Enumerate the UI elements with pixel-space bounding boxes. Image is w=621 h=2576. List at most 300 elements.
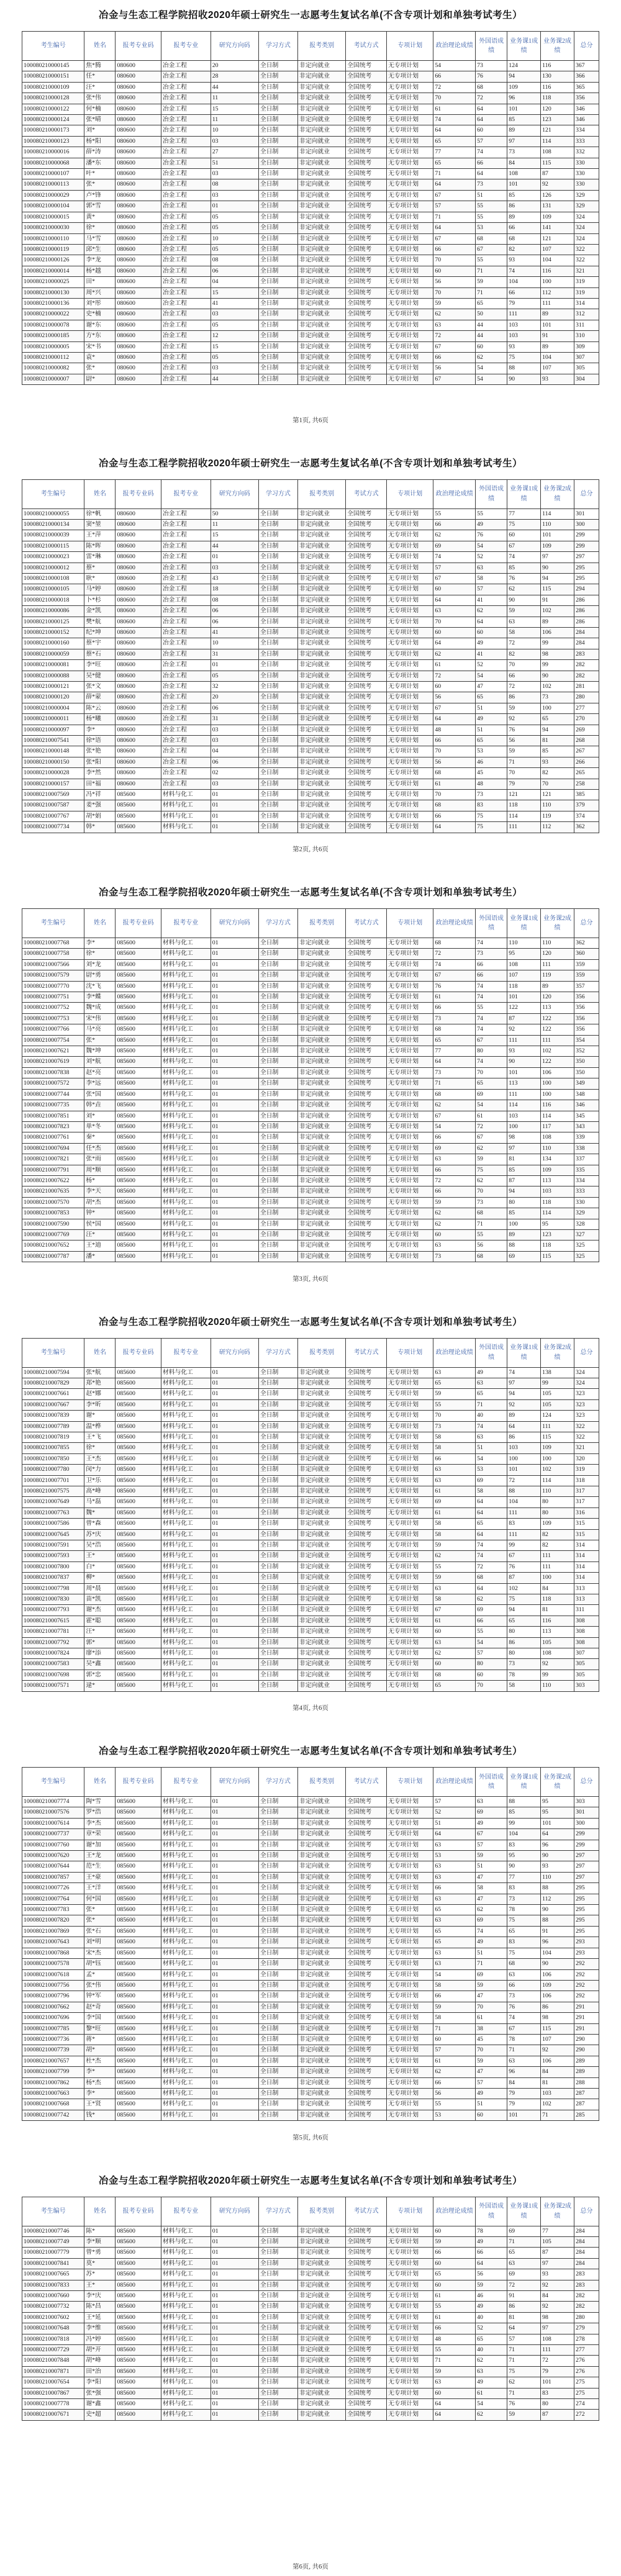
cell-course1-score: 75 bbox=[507, 519, 541, 530]
header-row bbox=[22, 479, 599, 508]
cell-politics-score: 73 bbox=[433, 1421, 476, 1432]
cell-course2-score: 96 bbox=[541, 1840, 574, 1850]
cell-politics-score: 60 bbox=[433, 682, 476, 692]
cell-foreign-language-score: 74 bbox=[476, 1551, 507, 1561]
cell-foreign-language-score: 69 bbox=[476, 1807, 507, 1818]
cell-special-plan: 无专项计划 bbox=[387, 1573, 433, 1583]
candidates-table bbox=[22, 1338, 599, 1692]
cell-politics-score: 73 bbox=[433, 1067, 476, 1078]
cell-total-score: 285 bbox=[574, 2110, 599, 2120]
cell-name: 赵*亮 bbox=[84, 1067, 116, 1078]
column-header-major: 报考专业 bbox=[161, 1768, 211, 1797]
cell-major-code: 085600 bbox=[116, 2226, 161, 2236]
cell-politics-score: 59 bbox=[433, 1573, 476, 1583]
cell-name: 史*超 bbox=[84, 2410, 116, 2420]
cell-direction-code: 15 bbox=[211, 341, 258, 352]
cell-direction-code: 01 bbox=[211, 1208, 258, 1219]
cell-total-score: 292 bbox=[574, 1959, 599, 1969]
cell-study-mode: 全日制 bbox=[258, 1421, 297, 1432]
cell-candidate-id: 100080210007792 bbox=[22, 1637, 84, 1648]
cell-name: 薛*涛 bbox=[84, 147, 116, 158]
cell-major-code: 080600 bbox=[116, 71, 161, 82]
cell-politics-score: 65 bbox=[433, 136, 476, 147]
cell-direction-code: 01 bbox=[211, 1486, 258, 1496]
cell-study-mode: 全日制 bbox=[258, 1154, 297, 1165]
cell-major: 冶金工程 bbox=[161, 352, 211, 363]
cell-exam-mode: 全国统考 bbox=[346, 725, 387, 735]
cell-name: 韩*垚 bbox=[84, 1100, 116, 1111]
cell-direction-code: 01 bbox=[211, 1035, 258, 1046]
candidate-row bbox=[22, 682, 599, 692]
cell-major-code: 085600 bbox=[116, 2323, 161, 2334]
cell-course2-score: 141 bbox=[541, 223, 574, 233]
candidate-row bbox=[22, 1948, 599, 1958]
cell-candidate-id: 100080210000030 bbox=[22, 223, 84, 233]
cell-study-mode: 全日制 bbox=[258, 811, 297, 821]
cell-apply-category: 非定向就业 bbox=[298, 1681, 346, 1691]
cell-apply-category: 非定向就业 bbox=[298, 331, 346, 341]
cell-special-plan: 无专项计划 bbox=[387, 2323, 433, 2334]
cell-foreign-language-score: 60 bbox=[476, 627, 507, 638]
candidate-row bbox=[22, 1561, 599, 1572]
cell-study-mode: 全日制 bbox=[258, 649, 297, 659]
candidate-row bbox=[22, 1219, 599, 1229]
cell-foreign-language-score: 52 bbox=[476, 552, 507, 563]
cell-name: 韩* bbox=[84, 822, 116, 833]
cell-total-score: 288 bbox=[574, 2077, 599, 2088]
cell-major: 材料与化工 bbox=[161, 1251, 211, 1262]
cell-total-score: 283 bbox=[574, 649, 599, 659]
cell-foreign-language-score: 55 bbox=[476, 1003, 507, 1013]
cell-candidate-id: 100080210000128 bbox=[22, 93, 84, 104]
cell-course1-score: 96 bbox=[507, 93, 541, 104]
cell-politics-score: 57 bbox=[433, 563, 476, 573]
cell-exam-mode: 全国统考 bbox=[346, 1670, 387, 1680]
cell-name: 王*洋 bbox=[84, 1883, 116, 1894]
cell-major: 材料与化工 bbox=[161, 1637, 211, 1648]
cell-foreign-language-score: 76 bbox=[476, 530, 507, 541]
cell-major-code: 085600 bbox=[116, 1872, 161, 1882]
cell-study-mode: 全日制 bbox=[258, 725, 297, 735]
cell-name: 张* bbox=[84, 1035, 116, 1046]
cell-major: 冶金工程 bbox=[161, 627, 211, 638]
cell-direction-code: 03 bbox=[211, 725, 258, 735]
cell-apply-category: 非定向就业 bbox=[298, 949, 346, 959]
cell-course1-score: 74 bbox=[507, 266, 541, 276]
cell-candidate-id: 100080210007570 bbox=[22, 1197, 84, 1208]
cell-foreign-language-score: 65 bbox=[476, 736, 507, 746]
cell-special-plan: 无专项计划 bbox=[387, 2410, 433, 2420]
cell-direction-code: 01 bbox=[211, 2410, 258, 2420]
cell-name: 李* bbox=[84, 2088, 116, 2099]
cell-politics-score: 71 bbox=[433, 212, 476, 222]
cell-total-score: 258 bbox=[574, 779, 599, 789]
cell-candidate-id: 100080210007760 bbox=[22, 1840, 84, 1850]
cell-course2-score: 120 bbox=[541, 104, 574, 114]
cell-study-mode: 全日制 bbox=[258, 541, 297, 551]
cell-course1-score: 76 bbox=[507, 1561, 541, 1572]
candidate-row bbox=[22, 266, 599, 276]
cell-direction-code: 01 bbox=[211, 2290, 258, 2301]
cell-total-score: 289 bbox=[574, 2067, 599, 2077]
cell-course1-score: 70 bbox=[507, 768, 541, 779]
cell-course1-score: 78 bbox=[507, 2034, 541, 2045]
cell-candidate-id: 100080210007541 bbox=[22, 736, 84, 746]
cell-apply-category: 非定向就业 bbox=[298, 1132, 346, 1143]
cell-total-score: 295 bbox=[574, 563, 599, 573]
cell-candidate-id: 100080210007862 bbox=[22, 2077, 84, 2088]
cell-course1-score: 99 bbox=[507, 1818, 541, 1828]
cell-study-mode: 全日制 bbox=[258, 552, 297, 563]
cell-apply-category: 非定向就业 bbox=[298, 671, 346, 681]
cell-major: 冶金工程 bbox=[161, 671, 211, 681]
column-header-exam-mode: 考试方式 bbox=[346, 2197, 387, 2226]
cell-course1-score: 74 bbox=[507, 552, 541, 563]
cell-exam-mode: 全国统考 bbox=[346, 746, 387, 757]
cell-politics-score: 66 bbox=[433, 1883, 476, 1894]
cell-foreign-language-score: 67 bbox=[476, 244, 507, 255]
column-header-special-plan: 专项计划 bbox=[387, 479, 433, 508]
cell-exam-mode: 全国统考 bbox=[346, 508, 387, 519]
cell-study-mode: 全日制 bbox=[258, 768, 297, 779]
cell-direction-code: 01 bbox=[211, 1003, 258, 1013]
cell-total-score: 365 bbox=[574, 82, 599, 93]
cell-special-plan: 无专项计划 bbox=[387, 71, 433, 82]
cell-foreign-language-score: 66 bbox=[476, 970, 507, 981]
cell-name: 张*强 bbox=[84, 2388, 116, 2398]
column-header-course1-score: 业务课1成绩 bbox=[507, 909, 541, 938]
cell-politics-score: 60 bbox=[433, 2388, 476, 2398]
column-header-apply-category: 报考类别 bbox=[298, 32, 346, 61]
cell-special-plan: 无专项计划 bbox=[387, 1389, 433, 1399]
cell-total-score: 304 bbox=[574, 374, 599, 384]
column-header-major: 报考专业 bbox=[161, 479, 211, 508]
cell-major: 材料与化工 bbox=[161, 2236, 211, 2247]
cell-politics-score: 71 bbox=[433, 2023, 476, 2034]
cell-name: 耿* bbox=[84, 573, 116, 584]
cell-study-mode: 全日制 bbox=[258, 212, 297, 222]
cell-apply-category: 非定向就业 bbox=[298, 1659, 346, 1670]
cell-name: 张* bbox=[84, 1915, 116, 1926]
cell-apply-category: 非定向就业 bbox=[298, 1648, 346, 1659]
cell-exam-mode: 全国统考 bbox=[346, 1540, 387, 1551]
cell-major: 冶金工程 bbox=[161, 93, 211, 104]
cell-direction-code: 01 bbox=[211, 1175, 258, 1186]
cell-direction-code: 06 bbox=[211, 757, 258, 767]
cell-foreign-language-score: 74 bbox=[476, 1540, 507, 1551]
cell-politics-score: 66 bbox=[433, 2248, 476, 2258]
cell-course1-score: 114 bbox=[507, 1100, 541, 1111]
cell-foreign-language-score: 72 bbox=[476, 93, 507, 104]
cell-apply-category: 非定向就业 bbox=[298, 1905, 346, 1915]
cell-exam-mode: 全国统考 bbox=[346, 2248, 387, 2258]
cell-apply-category: 非定向就业 bbox=[298, 2388, 346, 2398]
cell-course2-score: 103 bbox=[541, 2088, 574, 2099]
cell-total-score: 337 bbox=[574, 1154, 599, 1165]
cell-course2-score: 91 bbox=[541, 1926, 574, 1937]
cell-major-code: 085600 bbox=[116, 2356, 161, 2366]
cell-course2-score: 110 bbox=[541, 1143, 574, 1154]
cell-course1-score: 74 bbox=[507, 1367, 541, 1378]
cell-major: 冶金工程 bbox=[161, 115, 211, 125]
candidate-row bbox=[22, 692, 599, 703]
cell-study-mode: 全日制 bbox=[258, 938, 297, 949]
cell-candidate-id: 100080210007643 bbox=[22, 1937, 84, 1948]
cell-politics-score: 60 bbox=[433, 1627, 476, 1637]
cell-course1-score: 72 bbox=[507, 1475, 541, 1486]
cell-candidate-id: 100080210007829 bbox=[22, 1378, 84, 1388]
cell-major-code: 085600 bbox=[116, 1389, 161, 1399]
cell-apply-category: 非定向就业 bbox=[298, 190, 346, 201]
cell-special-plan: 无专项计划 bbox=[387, 725, 433, 735]
cell-special-plan: 无专项计划 bbox=[387, 2056, 433, 2066]
cell-course2-score: 122 bbox=[541, 1024, 574, 1035]
cell-candidate-id: 100080210000130 bbox=[22, 287, 84, 298]
cell-special-plan: 无专项计划 bbox=[387, 287, 433, 298]
cell-major-code: 080600 bbox=[116, 212, 161, 222]
cell-course1-score: 66 bbox=[507, 671, 541, 681]
cell-politics-score: 63 bbox=[433, 1959, 476, 1969]
cell-major-code: 085600 bbox=[116, 970, 161, 981]
cell-total-score: 291 bbox=[574, 2023, 599, 2034]
cell-major: 材料与化工 bbox=[161, 1681, 211, 1691]
cell-course2-score: 101 bbox=[541, 2377, 574, 2388]
cell-total-score: 330 bbox=[574, 158, 599, 168]
cell-major: 材料与化工 bbox=[161, 1872, 211, 1882]
cell-major-code: 085600 bbox=[116, 2023, 161, 2034]
cell-name: 陈* bbox=[84, 2226, 116, 2236]
cell-major-code: 085600 bbox=[116, 2067, 161, 2077]
cell-major-code: 085600 bbox=[116, 2410, 161, 2420]
cell-foreign-language-score: 74 bbox=[476, 992, 507, 1003]
cell-candidate-id: 100080210007661 bbox=[22, 1389, 84, 1399]
page-2 bbox=[0, 430, 621, 859]
cell-course2-score: 100 bbox=[541, 277, 574, 287]
cell-special-plan: 无专项计划 bbox=[387, 1519, 433, 1529]
candidate-row bbox=[22, 671, 599, 681]
page-4 bbox=[0, 1288, 621, 1718]
cell-politics-score: 56 bbox=[433, 277, 476, 287]
candidate-row bbox=[22, 1367, 599, 1378]
cell-name: 郭* bbox=[84, 1637, 116, 1648]
cell-course1-score: 59 bbox=[507, 703, 541, 713]
cell-apply-category: 非定向就业 bbox=[298, 1453, 346, 1464]
cell-major-code: 085600 bbox=[116, 1583, 161, 1594]
cell-politics-score: 74 bbox=[433, 115, 476, 125]
cell-course1-score: 75 bbox=[507, 1915, 541, 1926]
cell-politics-score: 70 bbox=[433, 790, 476, 800]
cell-politics-score: 62 bbox=[433, 1648, 476, 1659]
cell-total-score: 283 bbox=[574, 2269, 599, 2280]
cell-politics-score: 73 bbox=[433, 1013, 476, 1024]
cell-politics-score: 63 bbox=[433, 1915, 476, 1926]
cell-total-score: 303 bbox=[574, 1797, 599, 1807]
cell-candidate-id: 100080210007833 bbox=[22, 2280, 84, 2290]
cell-name: 马*亮 bbox=[84, 1024, 116, 1035]
cell-politics-score: 65 bbox=[433, 1905, 476, 1915]
cell-course1-score: 71 bbox=[507, 2045, 541, 2056]
cell-candidate-id: 100080210007578 bbox=[22, 1959, 84, 1969]
cell-course2-score: 95 bbox=[541, 1807, 574, 1818]
candidates-table bbox=[22, 1767, 599, 2121]
cell-foreign-language-score: 60 bbox=[476, 341, 507, 352]
cell-exam-mode: 全国统考 bbox=[346, 1175, 387, 1186]
cell-major: 材料与化工 bbox=[161, 1411, 211, 1421]
candidate-row bbox=[22, 1229, 599, 1240]
cell-course1-score: 111 bbox=[507, 822, 541, 833]
cell-direction-code: 01 bbox=[211, 1389, 258, 1399]
cell-course2-score: 87 bbox=[541, 169, 574, 179]
cell-special-plan: 无专项计划 bbox=[387, 811, 433, 821]
cell-exam-mode: 全国统考 bbox=[346, 671, 387, 681]
cell-total-score: 308 bbox=[574, 1637, 599, 1648]
cell-special-plan: 无专项计划 bbox=[387, 255, 433, 266]
cell-foreign-language-score: 49 bbox=[476, 2236, 507, 2247]
column-header-course1-score: 业务课1成绩 bbox=[507, 1338, 541, 1367]
cell-total-score: 291 bbox=[574, 2002, 599, 2012]
cell-foreign-language-score: 75 bbox=[476, 811, 507, 821]
column-header-name: 姓名 bbox=[84, 2197, 116, 2226]
cell-candidate-id: 100080210000004 bbox=[22, 703, 84, 713]
cell-study-mode: 全日制 bbox=[258, 2236, 297, 2247]
candidate-row bbox=[22, 1197, 599, 1208]
cell-major-code: 085600 bbox=[116, 1797, 161, 1807]
cell-foreign-language-score: 63 bbox=[476, 1797, 507, 1807]
cell-study-mode: 全日制 bbox=[258, 2226, 297, 2236]
cell-course2-score: 111 bbox=[541, 1421, 574, 1432]
cell-direction-code: 01 bbox=[211, 1616, 258, 1626]
cell-total-score: 348 bbox=[574, 1089, 599, 1100]
cell-course1-score: 94 bbox=[507, 1186, 541, 1197]
cell-exam-mode: 全国统考 bbox=[346, 1519, 387, 1529]
column-header-course2-score: 业务课2成绩 bbox=[541, 1338, 574, 1367]
cell-course1-score: 90 bbox=[507, 374, 541, 384]
cell-special-plan: 无专项计划 bbox=[387, 822, 433, 833]
cell-special-plan: 无专项计划 bbox=[387, 1637, 433, 1648]
candidate-row bbox=[22, 2099, 599, 2110]
cell-foreign-language-score: 46 bbox=[476, 757, 507, 767]
cell-special-plan: 无专项计划 bbox=[387, 2088, 433, 2099]
cell-major-code: 085600 bbox=[116, 1905, 161, 1915]
column-header-major: 报考专业 bbox=[161, 909, 211, 938]
cell-politics-score: 55 bbox=[433, 508, 476, 519]
cell-study-mode: 全日制 bbox=[258, 992, 297, 1003]
candidate-row bbox=[22, 714, 599, 725]
cell-major-code: 085600 bbox=[116, 1851, 161, 1861]
cell-course1-score: 85 bbox=[507, 115, 541, 125]
cell-direction-code: 01 bbox=[211, 1186, 258, 1197]
cell-politics-score: 72 bbox=[433, 671, 476, 681]
cell-major: 材料与化工 bbox=[161, 1583, 211, 1594]
cell-course2-score: 89 bbox=[541, 309, 574, 320]
candidate-row bbox=[22, 93, 599, 104]
cell-foreign-language-score: 73 bbox=[476, 790, 507, 800]
cell-course2-score: 86 bbox=[541, 2002, 574, 2012]
cell-candidate-id: 100080210000055 bbox=[22, 508, 84, 519]
cell-major: 材料与化工 bbox=[161, 1648, 211, 1659]
cell-course2-score: 109 bbox=[541, 212, 574, 222]
cell-candidate-id: 100080210007839 bbox=[22, 1411, 84, 1421]
cell-course2-score: 110 bbox=[541, 1681, 574, 1691]
cell-name: 范*生 bbox=[84, 1861, 116, 1872]
cell-apply-category: 非定向就业 bbox=[298, 1389, 346, 1399]
cell-total-score: 325 bbox=[574, 1241, 599, 1251]
cell-major-code: 085600 bbox=[116, 1991, 161, 2002]
cell-foreign-language-score: 50 bbox=[476, 309, 507, 320]
candidate-row bbox=[22, 1616, 599, 1626]
cell-study-mode: 全日制 bbox=[258, 104, 297, 114]
cell-direction-code: 01 bbox=[211, 790, 258, 800]
cell-candidate-id: 100080210000157 bbox=[22, 779, 84, 789]
candidate-row bbox=[22, 606, 599, 617]
cell-candidate-id: 100080210007767 bbox=[22, 811, 84, 821]
cell-direction-code: 01 bbox=[211, 1046, 258, 1057]
cell-apply-category: 非定向就业 bbox=[298, 1186, 346, 1197]
column-header-name: 姓名 bbox=[84, 1338, 116, 1367]
cell-foreign-language-score: 58 bbox=[476, 573, 507, 584]
cell-major: 材料与化工 bbox=[161, 1980, 211, 1991]
cell-politics-score: 67 bbox=[433, 573, 476, 584]
cell-apply-category: 非定向就业 bbox=[298, 2366, 346, 2377]
cell-course1-score: 102 bbox=[507, 1583, 541, 1594]
cell-candidate-id: 100080210007622 bbox=[22, 1175, 84, 1186]
cell-candidate-id: 100080210000097 bbox=[22, 725, 84, 735]
cell-major-code: 080600 bbox=[116, 692, 161, 703]
column-header-candidate-id: 考生编号 bbox=[22, 32, 84, 61]
cell-exam-mode: 全国统考 bbox=[346, 1486, 387, 1496]
cell-total-score: 294 bbox=[574, 584, 599, 595]
candidate-row bbox=[22, 2280, 599, 2290]
cell-candidate-id: 100080210000028 bbox=[22, 768, 84, 779]
cell-special-plan: 无专项计划 bbox=[387, 981, 433, 992]
column-header-total-score: 总分 bbox=[574, 479, 599, 508]
cell-direction-code: 01 bbox=[211, 1251, 258, 1262]
cell-course2-score: 120 bbox=[541, 992, 574, 1003]
candidate-row bbox=[22, 959, 599, 970]
cell-major-code: 085600 bbox=[116, 938, 161, 949]
cell-foreign-language-score: 73 bbox=[476, 1197, 507, 1208]
cell-politics-score: 66 bbox=[433, 2077, 476, 2088]
cell-course1-score: 65 bbox=[507, 1926, 541, 1937]
cell-apply-category: 非定向就业 bbox=[298, 682, 346, 692]
cell-apply-category: 非定向就业 bbox=[298, 1840, 346, 1850]
cell-politics-score: 66 bbox=[433, 244, 476, 255]
cell-major: 冶金工程 bbox=[161, 617, 211, 627]
cell-name: 田* bbox=[84, 277, 116, 287]
cell-major: 材料与化工 bbox=[161, 1594, 211, 1605]
cell-name: 李*然 bbox=[84, 768, 116, 779]
cell-foreign-language-score: 69 bbox=[476, 1915, 507, 1926]
cell-course1-score: 84 bbox=[507, 2077, 541, 2088]
cell-course1-score: 90 bbox=[507, 595, 541, 605]
cell-study-mode: 全日制 bbox=[258, 660, 297, 671]
cell-apply-category: 非定向就业 bbox=[298, 1637, 346, 1648]
cell-direction-code: 01 bbox=[211, 1991, 258, 2002]
cell-exam-mode: 全国统考 bbox=[346, 201, 387, 212]
cell-course1-score: 92 bbox=[507, 1399, 541, 1410]
cell-foreign-language-score: 70 bbox=[476, 2002, 507, 2012]
cell-study-mode: 全日制 bbox=[258, 1551, 297, 1561]
cell-major: 材料与化工 bbox=[161, 1443, 211, 1453]
cell-special-plan: 无专项计划 bbox=[387, 2013, 433, 2023]
cell-direction-code: 01 bbox=[211, 2099, 258, 2110]
cell-course1-score: 93 bbox=[507, 255, 541, 266]
cell-apply-category: 非定向就业 bbox=[298, 1829, 346, 1840]
column-header-study-mode: 学习方式 bbox=[258, 479, 297, 508]
cell-name: 杜*杰 bbox=[84, 2056, 116, 2066]
cell-course1-score: 72 bbox=[507, 638, 541, 649]
column-header-direction-code: 研究方向码 bbox=[211, 909, 258, 938]
